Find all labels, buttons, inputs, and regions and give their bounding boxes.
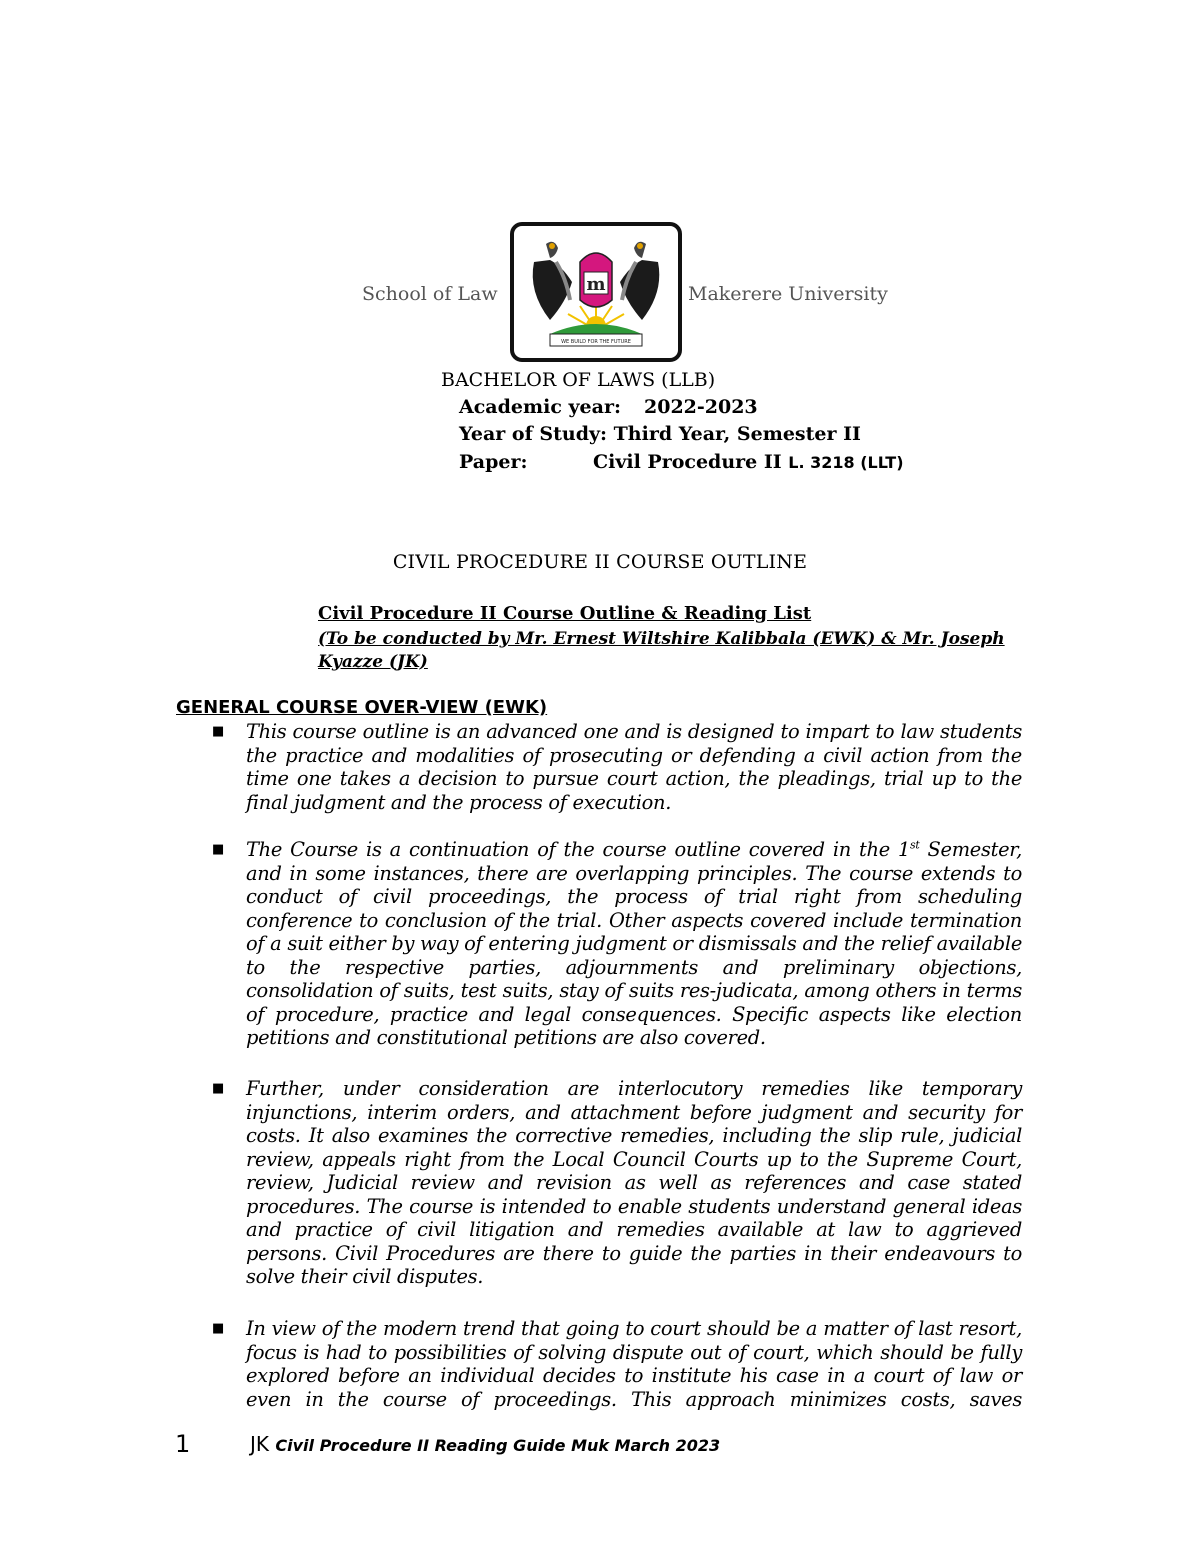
paper-code: L. 3218 (LLT) xyxy=(788,453,904,472)
footer-initials: JK xyxy=(250,1432,270,1456)
bullet-paragraph-2 xyxy=(246,838,1022,1050)
bullet-2-text-b: Semester, and in some instances, there are overlapping principles. The course extends to conduct of civil proceedings, the process of trial right from scheduling conference to conclusion of the trial. Other aspects covered include termination of a suit either by way of entering judgment or dismissals and the relief available to the respective parties, adjournments and preliminary objections, consolidation of suits, test suits, stay of suits res-judicata, among others in terms of procedure, practice and legal consequences. Specific aspects like election petitions and constitutional petitions are also covered. xyxy=(246,838,1022,1049)
school-name: School of Law xyxy=(362,283,498,305)
footer-title: Civil Procedure II Reading Guide Muk March 2023 xyxy=(275,1436,721,1455)
bullet-marker: ■ xyxy=(212,1321,225,1336)
university-name: Makerere University xyxy=(688,283,888,305)
programme-title: BACHELOR OF LAWS (LLB) xyxy=(441,369,716,391)
paper-name: Civil Procedure II xyxy=(593,451,782,473)
bullet-paragraph-3: Further, under consideration are interlocutory remedies like temporary injunctions, interim orders, and attachment before judgment and security for costs. It also examines the corrective remedies, including the slip rule, judicial review, appeals right from the Local Council Courts up to the Supreme Court, review, Judicial review and revision as well as references and case stated procedures. The course is intended to enable students understand general ideas and practice of civil litigation and remedies available at law to aggrieved persons. Civil Procedures are there to guide the parties in their endeavours to solve their civil disputes. xyxy=(246,1077,1022,1288)
reading-list-subtitle: (To be conducted by Mr. Ernest Wiltshire Kalibbala (EWK) & Mr. Joseph Kyazze (JK) xyxy=(318,629,1005,672)
svg-text:m: m xyxy=(586,274,606,295)
year-of-study: Year of Study: Third Year, Semester II xyxy=(459,423,861,445)
bullet-paragraph-4: In view of the modern trend that going to court should be a matter of last resort, focus is had to possibilities of solving dispute out of court, which should be fully explored before an individual decides to institute his case in a court of law or even in the course of proceedings. This approach minimizes costs, saves xyxy=(246,1317,1022,1411)
bullet-2-superscript: st xyxy=(910,838,920,852)
reading-list-title: Civil Procedure II Course Outline & Reading List xyxy=(318,603,812,624)
section-heading: GENERAL COURSE OVER-VIEW (EWK) xyxy=(176,697,548,718)
logo-motto: WE BUILD FOR THE FUTURE xyxy=(561,339,631,345)
university-crest-logo xyxy=(510,222,682,362)
footer-text xyxy=(250,1432,720,1456)
bullet-marker: ■ xyxy=(212,724,225,739)
academic-year-row xyxy=(459,396,758,418)
paper-value xyxy=(593,451,904,473)
bullet-marker: ■ xyxy=(212,842,225,857)
bullet-2-text-a: The Course is a continuation of the course outline covered in the 1 xyxy=(246,838,910,861)
bullet-paragraph-1: This course outline is an advanced one and is designed to impart to law students the practice and modalities of prosecuting or defending a civil action from the time one takes a decision to pursue court action, the pleadings, trial up to the final judgment and the process of execution. xyxy=(246,720,1022,814)
paper-row xyxy=(459,451,904,473)
bullet-marker: ■ xyxy=(212,1081,225,1096)
paper-label: Paper: xyxy=(459,451,528,473)
outline-title: CIVIL PROCEDURE II COURSE OUTLINE xyxy=(392,551,808,573)
academic-year-label: Academic year: xyxy=(459,396,621,418)
academic-year-value: 2022-2023 xyxy=(644,396,758,418)
page-number: 1 xyxy=(175,1430,191,1458)
